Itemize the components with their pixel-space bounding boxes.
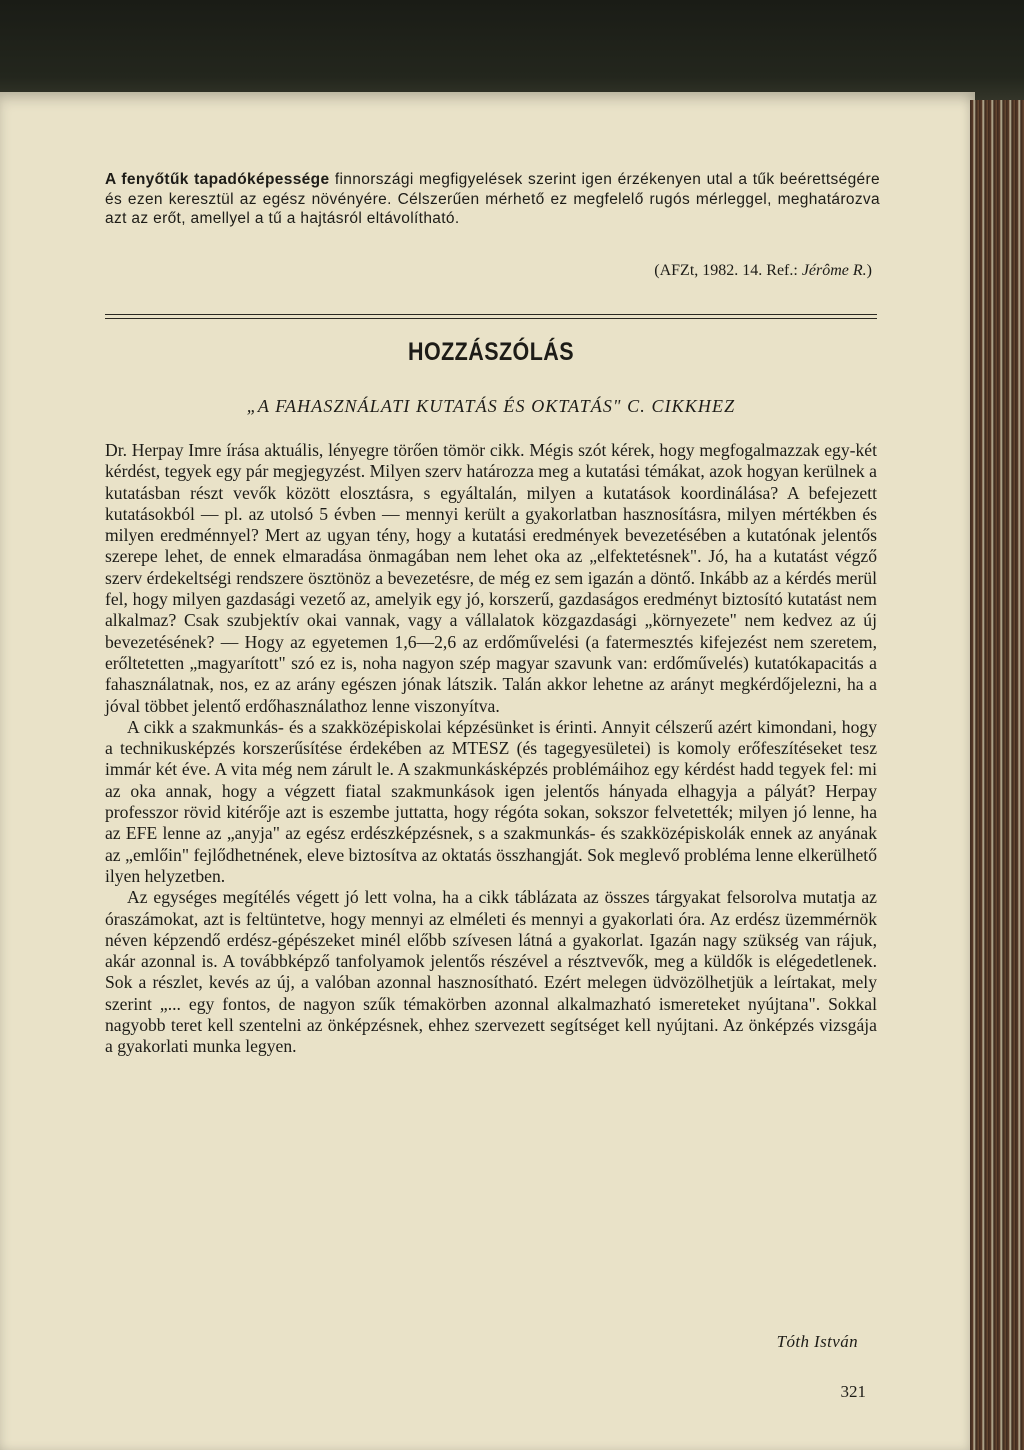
divider-rule-bottom — [105, 318, 877, 319]
body-paragraph-1: Dr. Herpay Imre írása aktuális, lényegre törően tömör cikk. Mégis szót kérek, hogy megfogalmazzak egy-két kérdést, tegyek egy pár megjegyzést. Milyen szerv határozza meg a kutatási témákat, azok hogyan kerülnek a kutatásban részt vevők között elosztásra, s egyáltalán, milyen a kutatások koordinálása? A befejezett kutatásokból — pl. az utolsó 5 évben — mennyi került a gyakorlatban hasznosításra, milyen mértékben és milyen eredménnyel? Mert az ugyan tény, hogy a kutatási eredmények bevezetésében a kutatónak jelentős szerepe lehet, de ennek elmaradása önmagában nem lehet oka az „elfektetésnek". Jó, ha a kutatást végző szerv érdekeltségi rendszere ösztönöz a bevezetésre, de még ez sem igazán a döntő. Inkább az a kérdés merül fel, hogy milyen gazdasági vezető az, amelyik egy jó, korszerű, gazdaságos eredményt biztosító kutatást nem alkalmaz? Csak szubjektív okai vannak, vagy a vállalatok közgazdasági „környezete" nem kedvez az új bevezetésének? — Hogy az egyetemen 1,6—2,6 az erdőművelési (a fatermesztés kifejezést nem szeretem, erőltetetten „magyarított" szó ez is, noha nagyon szép magyar szavunk van: erdőművelés) kutatókapacitás a fahasználatnak, nos, ez az arány egészen jónak látszik. Talán akkor lehetne az arányt megkérdőjelezni, ha a jóval többet jelentő erdőhasználathoz lenne viszonyítva. — [105, 440, 877, 716]
body-paragraph-3: Az egységes megítélés végett jó lett volna, ha a cikk táblázata az összes tárgyakat felsorolva mutatja az óraszámokat, azt is feltüntetve, hogy mennyi az elméleti és mennyi a gyakorlati óra. Az erdész üzemmérnök néven képzendő erdész-gépészeket minél előbb szívesen látná a gyakorlat. Igazán nagy szükség van rájuk, akár azonnal is. A továbbképző tanfolyamok jelentős részével a résztvevők, meg a küldők is elégedetlenek. Sok a részlet, kevés az új, a valóban azonnal hasznosítható. Ezért melegen üdvözölhetjük a leírtakat, mely szerint „... egy fontos, de nagyon szűk témakörben azonnal alkalmazható ismereteket nyújtana". Sokkal nagyobb teret kell szentelni az önképzésnek, ehhez szervezett segítséget kell nyújtani. Az önképzés vizsgája a gyakorlati munka legyen. — [105, 887, 877, 1057]
book-page-edges — [970, 100, 1024, 1450]
intro-lead: A fenyőtűk tapadóképessége — [105, 171, 330, 188]
section-subtitle: „A FAHASZNÁLATI KUTATÁS ÉS OKTATÁS" C. CIKKHEZ — [246, 396, 736, 416]
reference-author: Jérôme R. — [801, 262, 867, 279]
divider-rule-top — [105, 314, 877, 315]
section-title: HOZZÁSZÓLÁS — [408, 338, 574, 366]
article-body — [105, 440, 877, 1058]
author-signature: Tóth István — [776, 1332, 858, 1351]
reference-source: (AFZt, 1982. 14. Ref.: — [654, 262, 802, 279]
intro-paragraph — [105, 170, 880, 229]
body-paragraph-2: A cikk a szakmunkás- és a szakközépiskolai képzésünket is érinti. Annyit célszerű azért kimondani, hogy a technikusképzés korszerűsítése érdekében az MTESZ (és tagegyesületei) is komoly erőfeszítéseket tesz immár két éve. A vita még nem zárult le. A szakmunkásképzés problémáihoz egy kérdést hadd tegyek fel: mi az oka annak, hogy a végzett fiatal szakmunkások igen jelentős hányada elhagyja a pályát? Herpay professzor rövid kitérője azt is eszembe juttatta, hogy régóta sokan, sokszor felvetették; milyen jó lenne, ha az EFE lenne az „anyja" az egész erdészképzésnek, s a szakmunkás- és szakközépiskolák ennek az anyának az „emlőin" fejlődhetnének, eleve biztosítva az oktatás összhangját. Sok meglevő probléma lenne elkerülhető ilyen helyzetben. — [105, 716, 877, 886]
reference-citation — [654, 262, 872, 280]
page-number: 321 — [840, 1382, 866, 1401]
intro-text: finnországi megfigyelések szerint igen érzékenyen utal a tűk beérettségére és ezen keresztül az egész növényére. Célszerűen mérhető ez megfelelő rugós mérleggel, meghatározva azt az erőt, amellyel a tű a hajtásról eltávolítható. — [105, 171, 880, 227]
reference-close: ) — [866, 262, 872, 279]
